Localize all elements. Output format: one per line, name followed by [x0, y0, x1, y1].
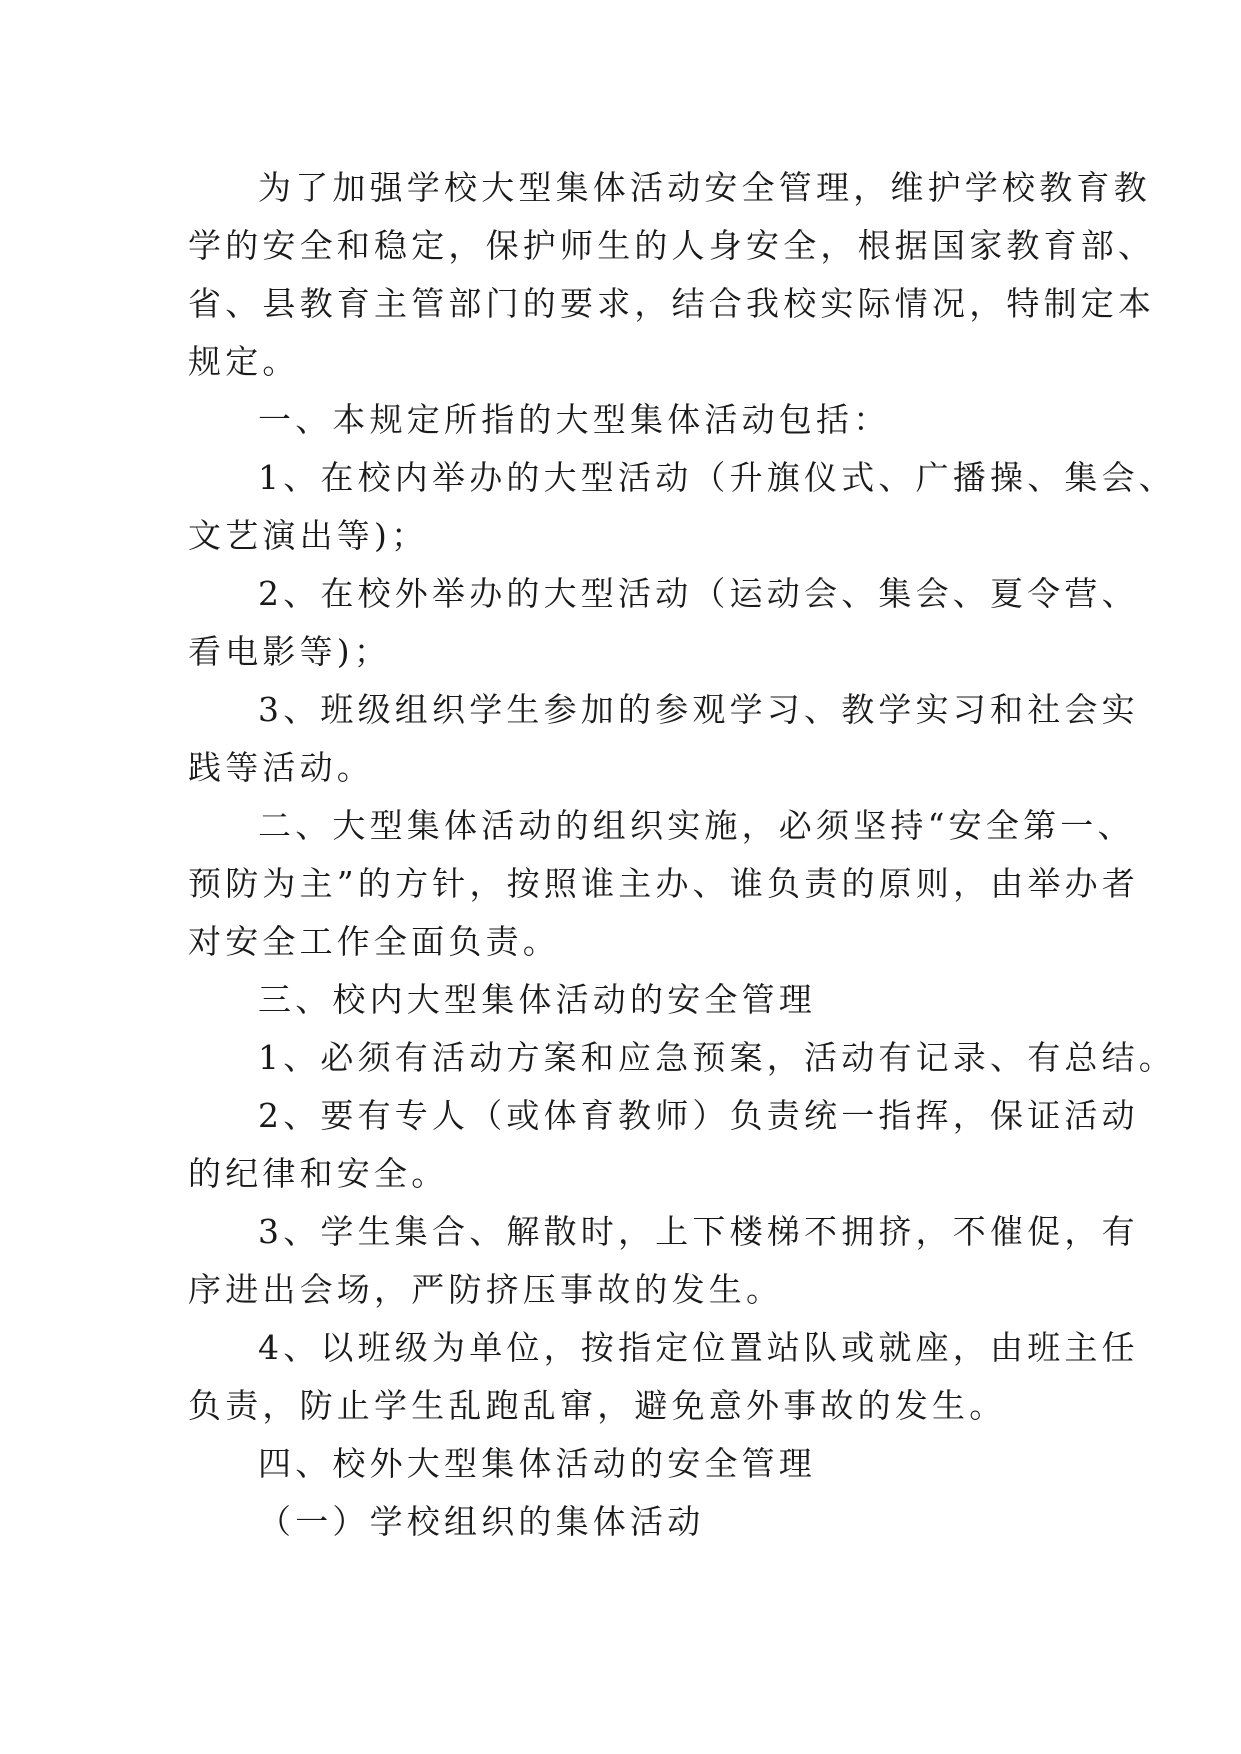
- paragraph-1-line-4: 规定。: [188, 342, 300, 381]
- item-3-4-line-2: 负责，防止学生乱跑乱窜，避免意外事故的发生。: [188, 1386, 1007, 1425]
- section-2-line-3: 对安全工作全面负责。: [188, 922, 560, 961]
- item-1-1-line-1: 1、在校内举办的大型活动（升旗仪式、广播操、集会、: [258, 458, 1176, 497]
- item-3-2-line-2: 的纪律和安全。: [188, 1154, 449, 1193]
- item-3-2-line-1: 2、要有专人（或体育教师）负责统一指挥，保证活动: [258, 1096, 1139, 1135]
- section-4-heading: 四、校外大型集体活动的安全管理: [258, 1444, 816, 1483]
- paragraph-1-line-3: 省、县教育主管部门的要求，结合我校实际情况，特制定本: [188, 284, 1156, 323]
- section-3-heading: 三、校内大型集体活动的安全管理: [258, 980, 816, 1019]
- item-1-2-line-2: 看电影等)；: [188, 632, 392, 671]
- paragraph-1-line-2: 学的安全和稳定，保护师生的人身安全，根据国家教育部、: [188, 226, 1156, 265]
- item-3-3-line-2: 序进出会场，严防挤压事故的发生。: [188, 1270, 784, 1309]
- item-3-1-line-1: 1、必须有活动方案和应急预案，活动有记录、有总结。: [258, 1038, 1176, 1077]
- section-1-heading: 一、本规定所指的大型集体活动包括：: [258, 400, 891, 439]
- item-1-3-line-2: 践等活动。: [188, 748, 374, 787]
- section-2-line-2: 预防为主”的方针，按照谁主办、谁负责的原则，由举办者: [188, 864, 1140, 903]
- subsection-4-1-heading: （一）学校组织的集体活动: [258, 1502, 705, 1541]
- item-3-4-line-1: 4、以班级为单位，按指定位置站队或就座，由班主任: [258, 1328, 1139, 1367]
- paragraph-1-line-1: 为了加强学校大型集体活动安全管理，维护学校教育教: [258, 168, 1151, 207]
- item-1-1-line-2: 文艺演出等)；: [188, 516, 429, 555]
- item-1-2-line-1: 2、在校外举办的大型活动（运动会、集会、夏令营、: [258, 574, 1139, 613]
- section-2-line-1: 二、大型集体活动的组织实施，必须坚持“安全第一、: [258, 806, 1135, 845]
- item-3-3-line-1: 3、学生集合、解散时，上下楼梯不拥挤，不催促，有: [258, 1212, 1139, 1251]
- item-1-3-line-1: 3、班级组织学生参加的参观学习、教学实习和社会实: [258, 690, 1139, 729]
